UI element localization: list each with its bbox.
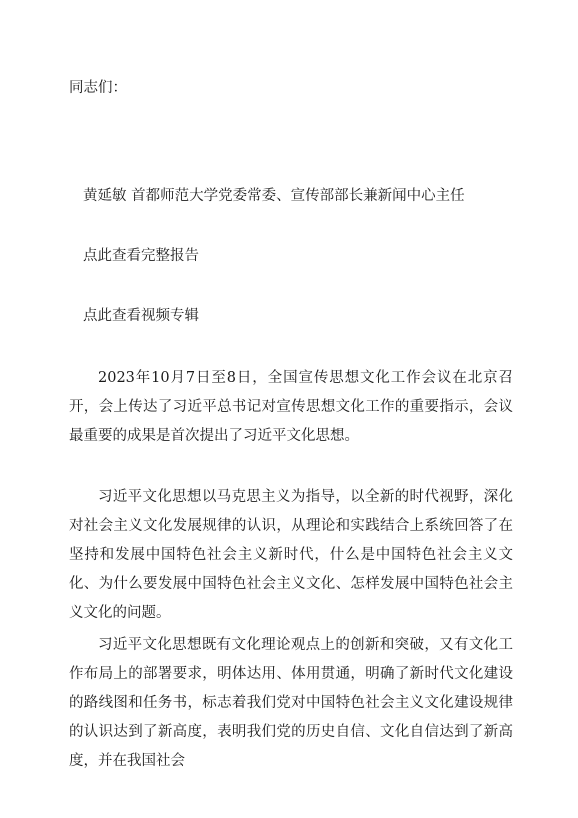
paragraph-1: 2023年10月7日至8日，全国宣传思想文化工作会议在北京召开，会上传达了习近平总书记对宣传思想文化工作的重要指示，会议最重要的成果是首次提出了习近平文化思想。 (69, 370, 513, 444)
video-album-link[interactable]: 点此查看视频专辑 (83, 308, 199, 324)
paragraph-2: 习近平文化思想以马克思主义为指导，以全新的时代视野，深化对社会主义文化发展规律的认识，从理论和实践结合上系统回答了在坚持和发展中国特色社会主义新时代，什么是中国特色社会主义文化、为什么要发展中国特色社会主义文化、怎样发展中国特色社会主义文化的问题。 (69, 489, 513, 621)
paragraph-3: 习近平文化思想既有文化理论观点上的创新和突破，又有文化工作布局上的部署要求，明体达用、体用贯通，明确了新时代文化建设的路线图和任务书，标志着我们党对中国特色社会主义文化建设规律的认识达到了新高度，表明我们党的历史自信、文化自信达到了新高度，并在我国社会 (69, 637, 513, 769)
salutation: 同志们： (69, 80, 127, 96)
full-report-link[interactable]: 点此查看完整报告 (83, 248, 199, 264)
author-byline: 黄延敏 首都师范大学党委常委、宣传部部长兼新闻中心主任 (83, 188, 465, 204)
